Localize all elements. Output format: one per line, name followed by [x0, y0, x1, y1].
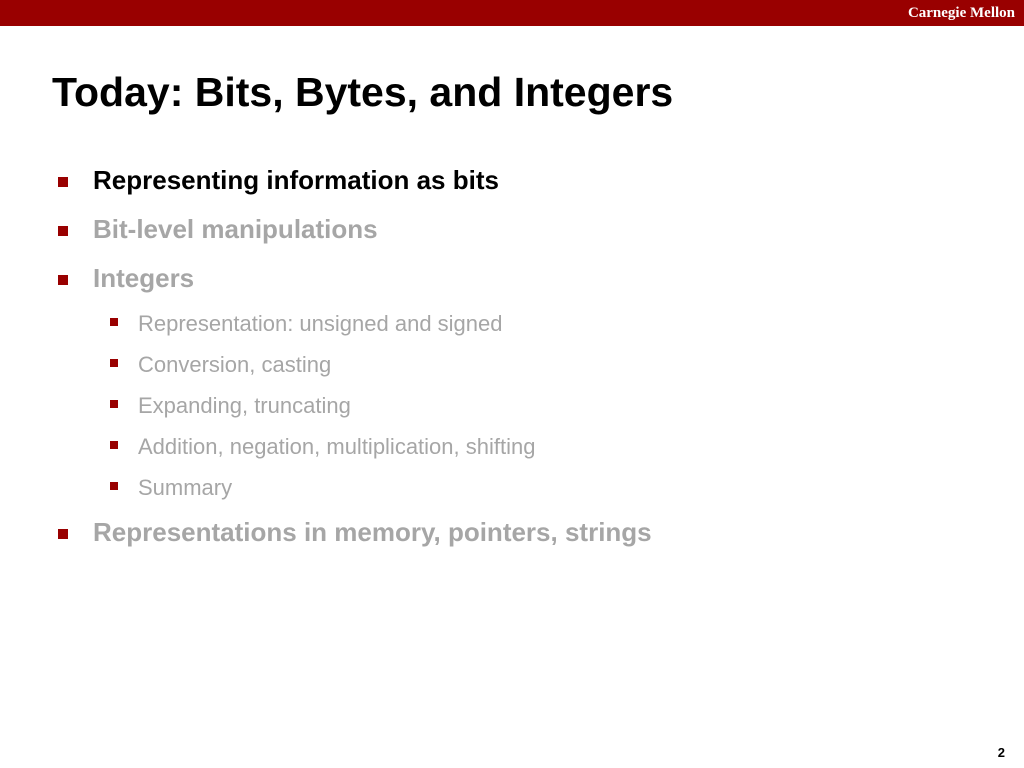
header-bar	[0, 0, 1024, 26]
square-bullet-icon	[58, 226, 68, 236]
sub-bullet-item	[56, 428, 956, 469]
slide-title: Today: Bits, Bytes, and Integers	[52, 69, 674, 115]
square-bullet-icon	[110, 400, 118, 408]
sub-bullet-item	[56, 387, 956, 428]
sub-bullet-label: Conversion, casting	[138, 352, 332, 377]
bullet-label: Bit-level manipulations	[93, 214, 378, 244]
bullet-label: Representations in memory, pointers, strings	[93, 517, 652, 547]
bullet-label: Integers	[93, 263, 195, 293]
sub-bullet-label: Summary	[138, 475, 233, 500]
sub-bullet-item	[56, 305, 956, 346]
slide-number: 2	[997, 745, 1005, 760]
bullet-item	[56, 207, 956, 256]
square-bullet-icon	[58, 529, 68, 539]
bullet-item	[56, 510, 956, 559]
bullet-list	[56, 158, 956, 559]
square-bullet-icon	[110, 359, 118, 367]
bullet-item	[56, 158, 956, 207]
sub-bullet-label: Representation: unsigned and signed	[138, 311, 503, 336]
bullet-item	[56, 256, 956, 305]
sub-bullet-item	[56, 469, 956, 510]
org-name: Carnegie Mellon	[907, 5, 1015, 21]
sub-bullet-label: Expanding, truncating	[138, 393, 351, 418]
sub-bullet-item	[56, 346, 956, 387]
square-bullet-icon	[110, 318, 118, 326]
square-bullet-icon	[110, 482, 118, 490]
square-bullet-icon	[58, 177, 68, 187]
square-bullet-icon	[110, 441, 118, 449]
sub-bullet-label: Addition, negation, multiplication, shifting	[138, 434, 536, 459]
bullet-label: Representing information as bits	[93, 165, 499, 195]
square-bullet-icon	[58, 275, 68, 285]
